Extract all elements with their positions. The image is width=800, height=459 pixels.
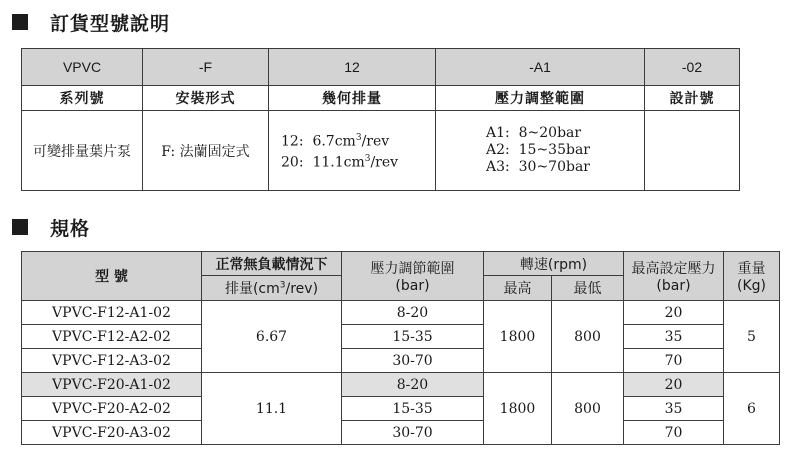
label-displacement: 幾何排量 [269,86,436,111]
code-pressure: -A1 [436,49,645,86]
label-design: 設計號 [645,86,740,111]
model-cell: VPVC-F20-A3-02 [22,421,202,445]
model-cell: VPVC-F12-A3-02 [22,349,202,373]
displacement-line: 12: $6.7cm^3$/rev [281,132,390,150]
max-pressure-cell: 35 [624,397,724,421]
header-speed-max: 最高 [484,276,552,301]
square-bullet-icon [12,14,28,30]
model-cell: VPVC-F12-A1-02 [22,301,202,325]
speed-min-cell: 800 [552,301,624,373]
desc-pressure [436,111,645,191]
range-cell: 15-35 [342,397,484,421]
spec-title-text: 規格 [50,217,91,240]
table-row [22,301,780,325]
code-series: VPVC [22,49,143,86]
label-series: 系列號 [22,86,143,111]
pressure-line: A3: 30~70bar [486,159,591,175]
range-cell: 8-20 [342,301,484,325]
ordering-title-text: 訂貨型號說明 [50,12,171,35]
table-row [22,325,780,349]
code-mount: -F [143,49,269,86]
header-speed-min: 最低 [552,276,624,301]
weight-cell: 5 [724,301,780,373]
range-cell: 30-70 [342,349,484,373]
max-pressure-cell: 20 [624,301,724,325]
displacement-cell: 11.1 [202,373,342,445]
code-design: -02 [645,49,740,86]
header-max-pressure: 最高設定壓力 (bar) [624,252,724,301]
table-row [22,397,780,421]
square-bullet-icon [12,219,28,235]
header-model: 型 號 [22,252,202,301]
spec-table [21,251,780,445]
desc-design [645,111,740,191]
pressure-line: A1: 8~20bar [486,125,582,141]
table-row [22,373,780,397]
header-pressure-adj: 壓力調節範圍 (bar) [342,252,484,301]
speed-max-cell: 1800 [484,301,552,373]
max-pressure-cell: 70 [624,421,724,445]
table-row [22,421,780,445]
table-row [22,349,780,373]
desc-mount: F: 法蘭固定式 [143,111,269,191]
header-weight: 重量 (Kg) [724,252,780,301]
spec-section-title [12,213,90,241]
model-cell: VPVC-F12-A2-02 [22,325,202,349]
max-pressure-cell: 35 [624,325,724,349]
ordering-code-table [21,48,740,191]
label-mount: 安裝形式 [143,86,269,111]
desc-series: 可變排量葉片泵 [22,111,143,191]
pressure-line: A2: 15~35bar [486,142,591,158]
speed-max-cell: 1800 [484,373,552,445]
model-cell: VPVC-F20-A2-02 [22,397,202,421]
range-cell: 8-20 [342,373,484,397]
header-speed: 轉速(rpm) [484,252,624,276]
ordering-section-title [12,8,170,36]
displacement-line: 20: $11.1cm^3$/rev [281,153,399,171]
model-cell: VPVC-F20-A1-02 [22,373,202,397]
speed-min-cell: 800 [552,373,624,445]
header-displacement-top: 正常無負載情況下 [202,252,342,276]
range-cell: 15-35 [342,325,484,349]
code-displacement: 12 [269,49,436,86]
max-pressure-cell: 20 [624,373,724,397]
max-pressure-cell: 70 [624,349,724,373]
weight-cell: 6 [724,373,780,445]
desc-displacement [269,111,436,191]
displacement-cell: 6.67 [202,301,342,373]
label-pressure: 壓力調整範圍 [436,86,645,111]
header-displacement-sub: 排量$(cm^3/rev)$ [202,276,342,301]
range-cell: 30-70 [342,421,484,445]
